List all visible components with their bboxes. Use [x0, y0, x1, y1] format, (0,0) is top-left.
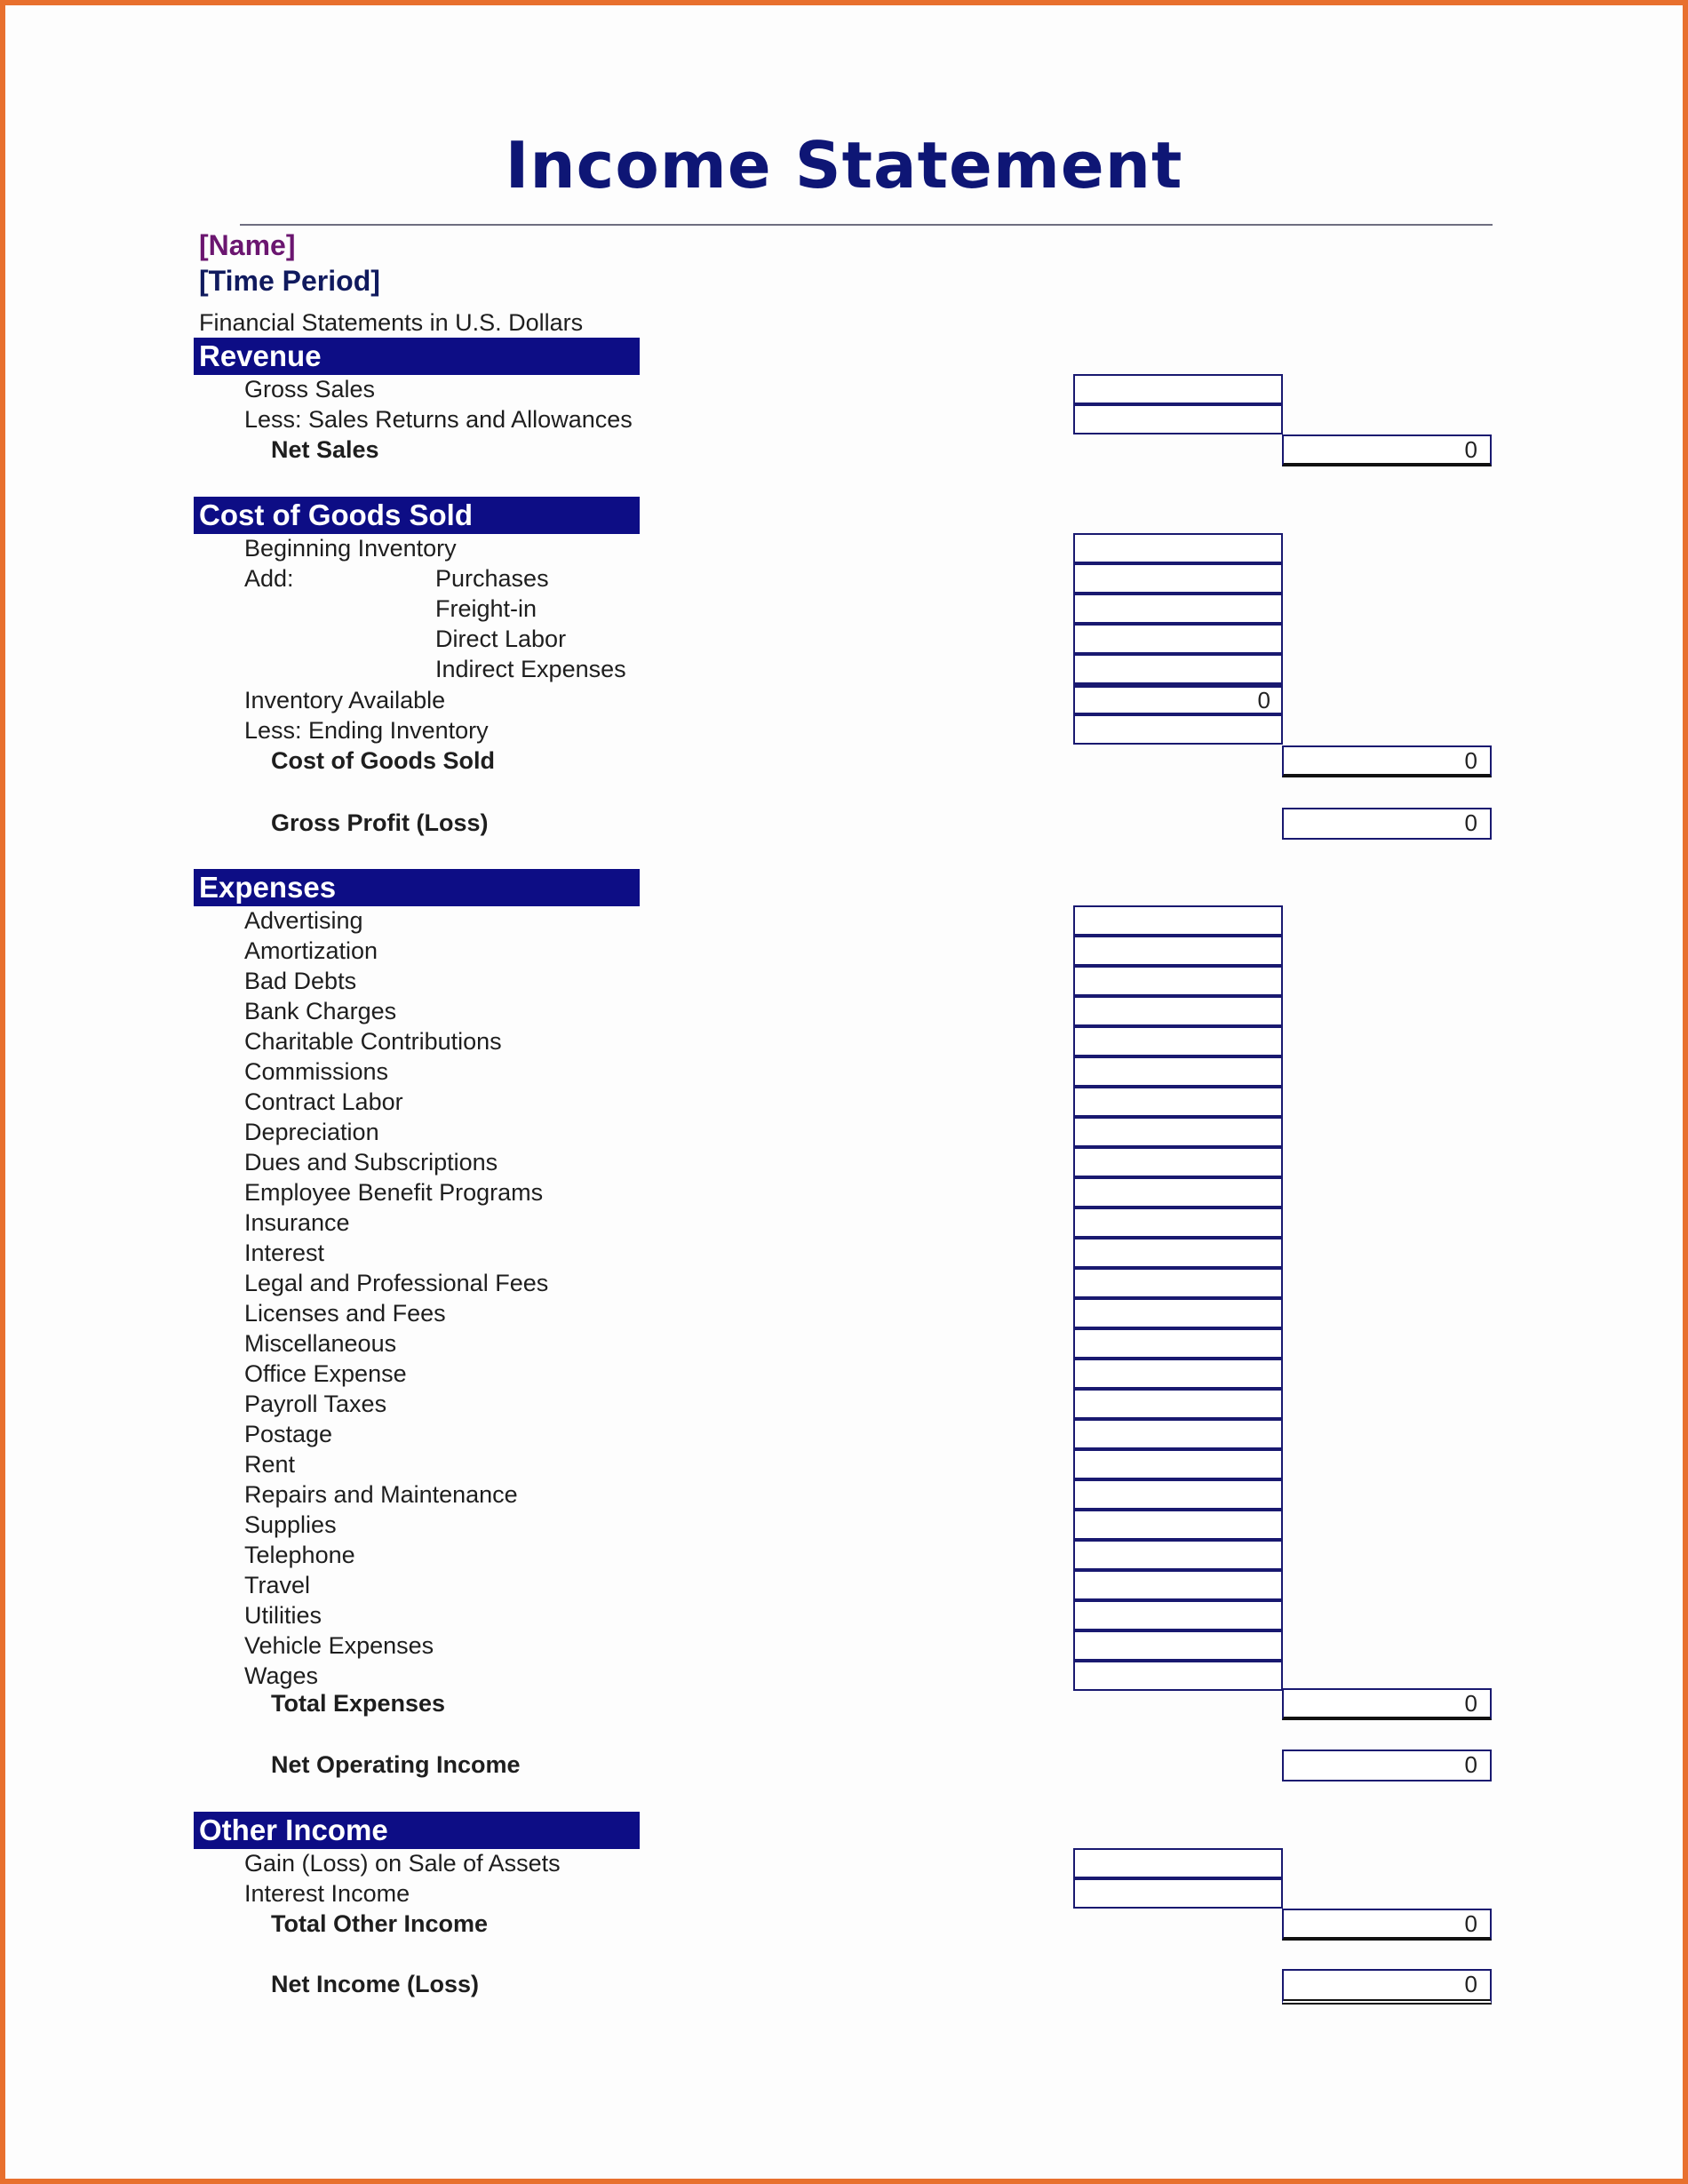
expense-item-label: Travel	[244, 1572, 311, 1598]
expense-item-input[interactable]	[1073, 1630, 1283, 1661]
expense-item-input[interactable]	[1073, 1268, 1283, 1298]
expense-item-input[interactable]	[1073, 1479, 1283, 1510]
expense-item-label: Interest	[244, 1239, 325, 1266]
sales-returns-input[interactable]	[1073, 404, 1283, 434]
expense-item-label: Telephone	[244, 1542, 355, 1568]
expense-item-input[interactable]	[1073, 1298, 1283, 1328]
page-title: Income Statement	[505, 128, 1183, 203]
ending-inventory-input[interactable]	[1073, 714, 1283, 745]
expense-item-label: Contract Labor	[244, 1088, 403, 1115]
expense-item-input[interactable]	[1073, 1238, 1283, 1268]
net-sales-label: Net Sales	[271, 436, 379, 463]
add-label: Add:	[244, 565, 294, 592]
total-expenses-total: 0	[1282, 1688, 1492, 1720]
expense-item-label: Legal and Professional Fees	[244, 1270, 549, 1296]
net-income-label: Net Income (Loss)	[271, 1971, 480, 1997]
total-expenses-label: Total Expenses	[271, 1690, 446, 1717]
gross-sales-label: Gross Sales	[244, 376, 376, 403]
expense-item-input[interactable]	[1073, 1328, 1283, 1359]
expense-item-label: Wages	[244, 1662, 319, 1689]
gain-loss-assets-label: Gain (Loss) on Sale of Assets	[244, 1850, 561, 1877]
expense-item-label: Postage	[244, 1421, 333, 1447]
expense-item-label: Rent	[244, 1451, 296, 1478]
expense-item-label: Commissions	[244, 1058, 389, 1085]
expense-item-input[interactable]	[1073, 1359, 1283, 1389]
expense-item-input[interactable]	[1073, 936, 1283, 966]
gain-loss-assets-input[interactable]	[1073, 1848, 1283, 1878]
other-income-section-header: Other Income	[194, 1812, 640, 1849]
expense-item-label: Depreciation	[244, 1119, 379, 1145]
inventory-available-value: 0	[1073, 684, 1283, 714]
net-income-total: 0	[1282, 1969, 1492, 2005]
gross-profit-total: 0	[1282, 808, 1492, 840]
total-other-income-label: Total Other Income	[271, 1910, 489, 1937]
currency-note: Financial Statements in U.S. Dollars	[199, 309, 584, 336]
expense-item-label: Supplies	[244, 1511, 337, 1538]
gross-profit-label: Gross Profit (Loss)	[271, 809, 489, 836]
inventory-available-label: Inventory Available	[244, 687, 446, 713]
beginning-inventory-label: Beginning Inventory	[244, 535, 457, 562]
expense-item-input[interactable]	[1073, 1026, 1283, 1056]
interest-income-input[interactable]	[1073, 1878, 1283, 1909]
expense-item-label: Amortization	[244, 937, 378, 964]
freight-in-label: Freight-in	[435, 595, 537, 622]
expense-item-input[interactable]	[1073, 1087, 1283, 1117]
beginning-inventory-input[interactable]	[1073, 533, 1283, 563]
name-placeholder[interactable]: [Name]	[199, 229, 296, 261]
expense-item-input[interactable]	[1073, 1449, 1283, 1479]
expense-item-input[interactable]	[1073, 1570, 1283, 1600]
expense-item-label: Dues and Subscriptions	[244, 1149, 498, 1176]
total-other-income-total: 0	[1282, 1909, 1492, 1941]
expense-item-label: Employee Benefit Programs	[244, 1179, 544, 1206]
expense-item-label: Charitable Contributions	[244, 1028, 502, 1055]
revenue-section-header: Revenue	[194, 338, 640, 375]
indirect-expenses-input[interactable]	[1073, 654, 1283, 684]
ending-inventory-label: Less: Ending Inventory	[244, 717, 489, 744]
expense-item-input[interactable]	[1073, 966, 1283, 996]
expense-item-input[interactable]	[1073, 1419, 1283, 1449]
direct-labor-input[interactable]	[1073, 624, 1283, 654]
gross-sales-input[interactable]	[1073, 374, 1283, 404]
expense-item-input[interactable]	[1073, 996, 1283, 1026]
expense-item-label: Miscellaneous	[244, 1330, 397, 1357]
expense-item-label: Office Expense	[244, 1360, 407, 1387]
cogs-total-label: Cost of Goods Sold	[271, 747, 495, 774]
net-operating-income-total: 0	[1282, 1750, 1492, 1781]
expense-item-label: Bad Debts	[244, 968, 357, 994]
expense-item-label: Insurance	[244, 1209, 350, 1236]
expense-item-input[interactable]	[1073, 1056, 1283, 1087]
expense-item-label: Repairs and Maintenance	[244, 1481, 518, 1508]
expense-item-input[interactable]	[1073, 1510, 1283, 1540]
expense-item-label: Payroll Taxes	[244, 1391, 387, 1417]
expense-item-label: Advertising	[244, 907, 363, 934]
expense-item-label: Bank Charges	[244, 998, 397, 1024]
net-operating-income-label: Net Operating Income	[271, 1751, 521, 1778]
interest-income-label: Interest Income	[244, 1880, 410, 1907]
cogs-total: 0	[1282, 745, 1492, 777]
time-period-placeholder[interactable]: [Time Period]	[199, 265, 380, 297]
indirect-expenses-label: Indirect Expenses	[435, 656, 626, 682]
expense-item-input[interactable]	[1073, 905, 1283, 936]
expense-item-input[interactable]	[1073, 1147, 1283, 1177]
expense-item-input[interactable]	[1073, 1117, 1283, 1147]
expense-item-input[interactable]	[1073, 1661, 1283, 1691]
expense-item-label: Utilities	[244, 1602, 322, 1629]
expense-item-input[interactable]	[1073, 1540, 1283, 1570]
expense-item-input[interactable]	[1073, 1177, 1283, 1208]
expense-item-label: Licenses and Fees	[244, 1300, 446, 1327]
cogs-section-header: Cost of Goods Sold	[194, 497, 640, 534]
freight-in-input[interactable]	[1073, 594, 1283, 624]
expense-item-input[interactable]	[1073, 1208, 1283, 1238]
direct-labor-label: Direct Labor	[435, 626, 567, 652]
expense-item-input[interactable]	[1073, 1389, 1283, 1419]
title-divider	[240, 224, 1493, 226]
purchases-input[interactable]	[1073, 563, 1283, 594]
expenses-section-header: Expenses	[194, 869, 640, 906]
sales-returns-label: Less: Sales Returns and Allowances	[244, 406, 633, 433]
net-sales-total: 0	[1282, 434, 1492, 466]
purchases-label: Purchases	[435, 565, 549, 592]
expense-item-label: Vehicle Expenses	[244, 1632, 434, 1659]
expense-item-input[interactable]	[1073, 1600, 1283, 1630]
